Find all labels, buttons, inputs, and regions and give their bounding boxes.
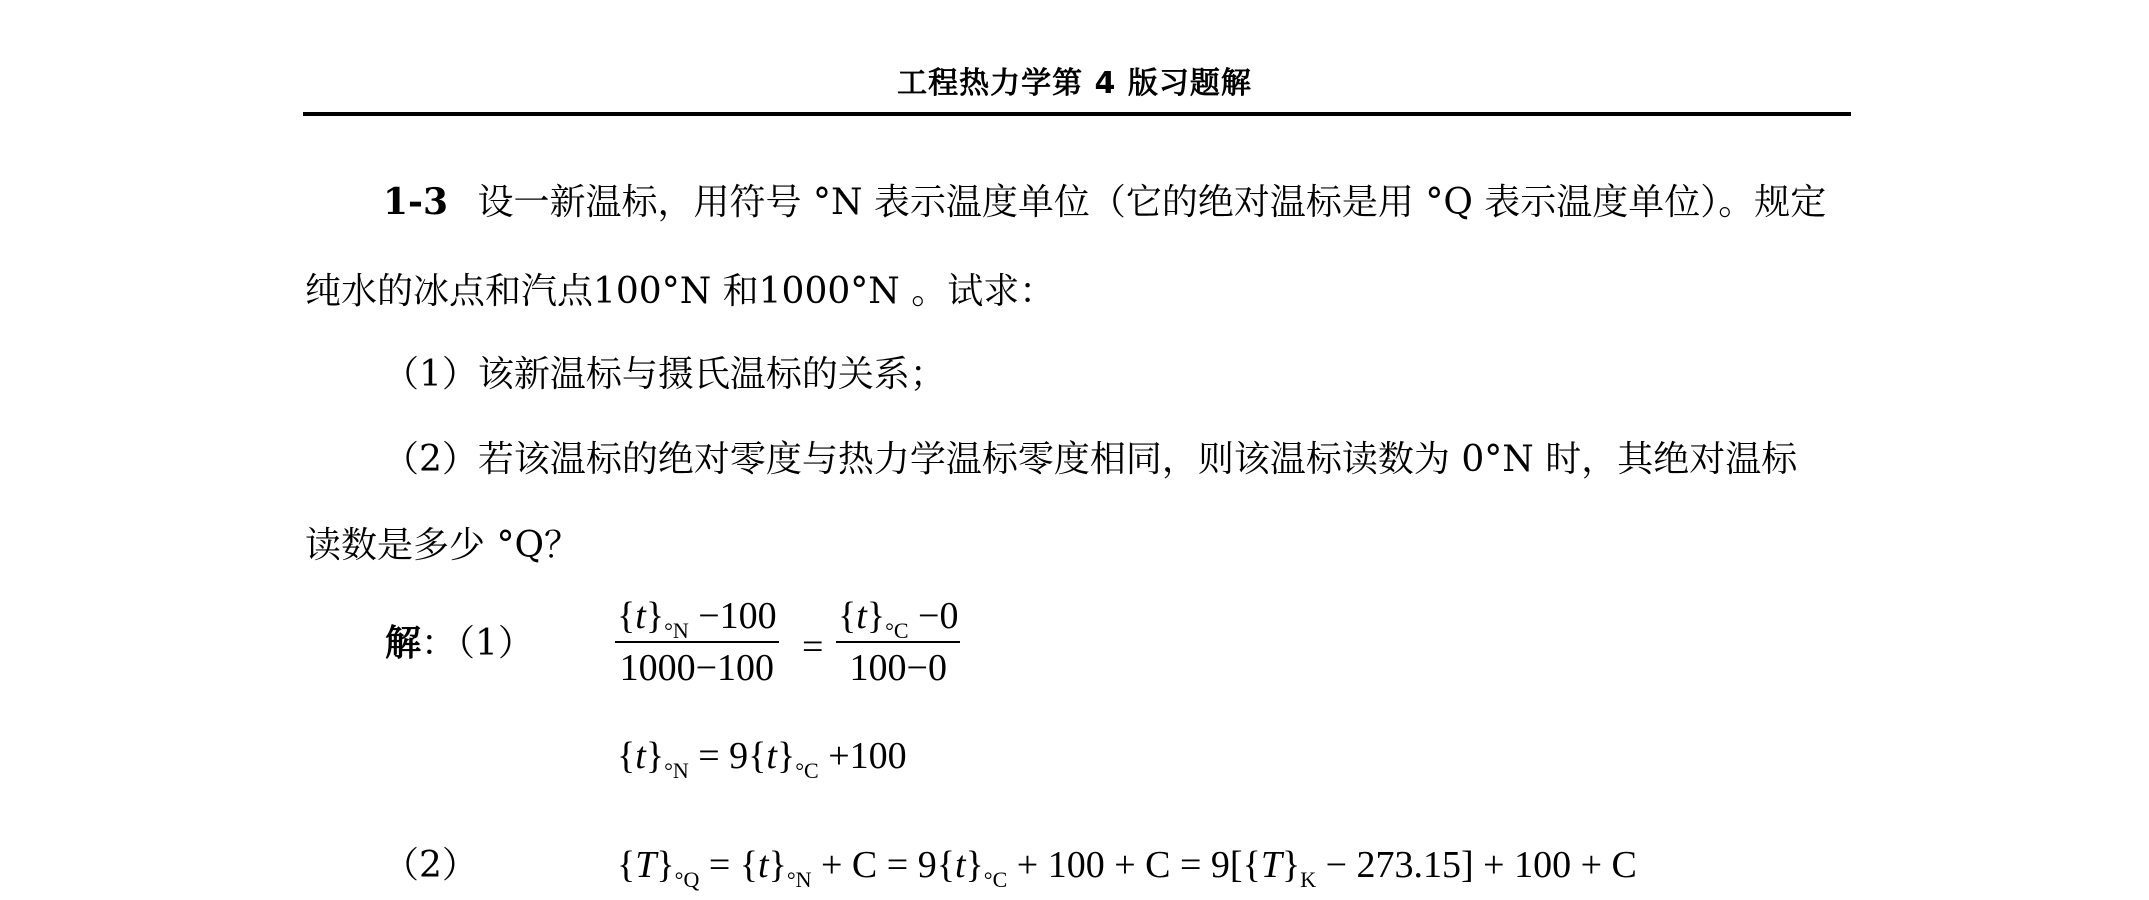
question-2-line-2: 读数是多少 °Q？: [305, 525, 580, 566]
equation-3: $\{T\}_{^\circ Q} = \{t\}_{^\circ N} + C = 9\{t\}_{^\circ C} + 100 + C = 9[\{T\}_K - 273.15] + 100 + C$: [617, 844, 1637, 892]
fraction-bar: [615, 641, 779, 643]
question-1: （1）该新温标与摄氏温标的关系；: [383, 354, 946, 395]
eq1-left-numerator: −100: [698, 595, 777, 637]
equation-2: $\{t\}_{^\circ N} = 9\{t\}_{^\circ C} +100$: [617, 735, 907, 783]
solution-label: [385, 622, 534, 664]
eq1-left-denominator: 1000−100: [619, 647, 775, 689]
problem-text-1: 设一新温标，用符号 °N 表示温度单位（它的绝对温标是用 °Q 表示温度单位）。规定: [477, 182, 1827, 223]
eq3-tail: + 100 + C = 9[: [1016, 844, 1243, 886]
equation-1-right-fraction: $\{t\}_{^\circ C} -0$ 100−0: [838, 595, 959, 689]
part-2-label: （2）: [383, 845, 478, 886]
solution-label-bold: 解: [385, 622, 422, 664]
equation-1-left-fraction: $\{t\}_{^\circ N} -100$ 1000−100: [617, 595, 777, 689]
eq2-rhs: +100: [828, 735, 907, 777]
page-header-title: 工程热力学第 4 版习题解: [897, 66, 1252, 101]
header-rule: [303, 112, 1851, 116]
problem-number: 1-3: [383, 181, 449, 223]
eq1-right-denominator: 100−0: [849, 647, 947, 689]
eq1-right-numerator: −0: [918, 595, 959, 637]
eq3-middle: + C = 9: [821, 844, 937, 886]
problem-line-1: [383, 181, 1827, 223]
problem-line-2: 纯水的冰点和汽点100°N 和1000°N 。试求：: [305, 271, 1056, 312]
question-2-line-1: （2）若该温标的绝对零度与热力学温标零度相同，则该温标读数为 0°N 时，其绝对温标: [383, 439, 1798, 480]
solution-label-rest: ：（1）: [421, 623, 534, 664]
equals-sign: =: [802, 626, 824, 668]
eq3-end: − 273.15] + 100 + C: [1325, 844, 1637, 886]
